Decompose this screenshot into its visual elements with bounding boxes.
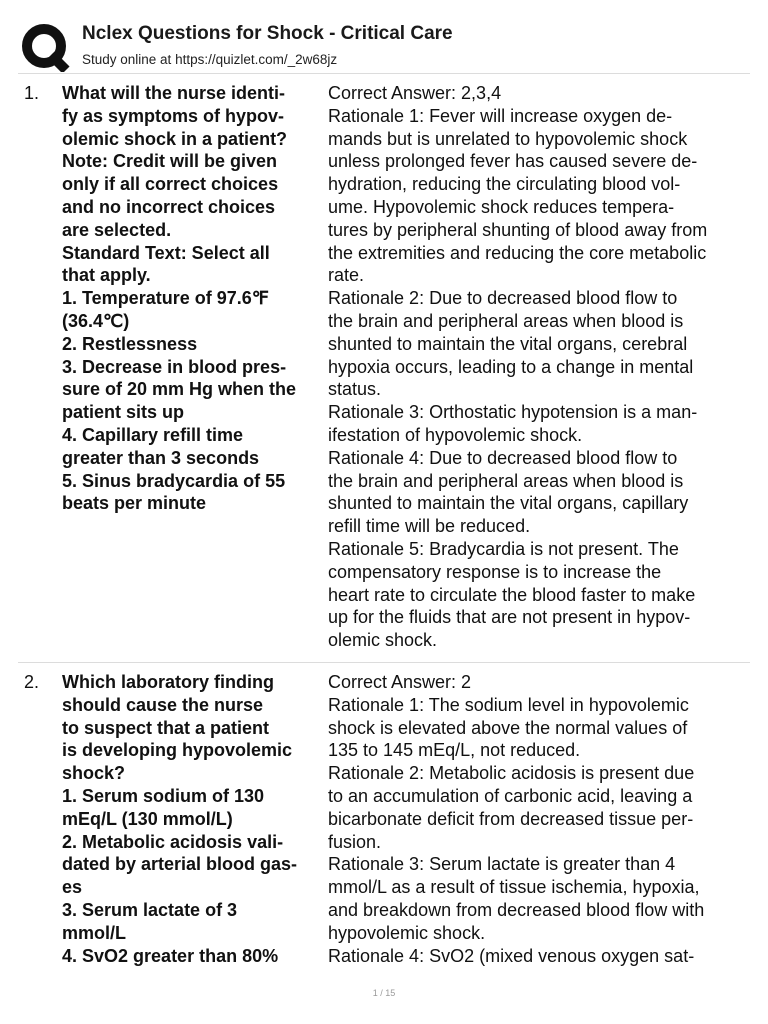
question-line: are selected. [62, 219, 172, 240]
question-line: fy as symptoms of hypov- [62, 105, 285, 126]
question-number: 1. [24, 83, 40, 103]
question-line: 1. Temperature of 97.6℉ [62, 288, 269, 309]
answer-line: mands but is unrelated to hypovolemic shock [328, 128, 688, 149]
answer-line: Rationale 2: Due to decreased blood flow to [328, 288, 678, 309]
answer-line: refill time will be reduced. [328, 516, 531, 537]
question-line: and no incorrect choices [62, 196, 276, 217]
question-line: should cause the nurse [62, 694, 264, 715]
answer-line: Correct Answer: 2 [328, 672, 472, 692]
question-line: 3. Decrease in blood pres- [62, 356, 287, 377]
answer-line: Rationale 2: Metabolic acidosis is present due [328, 763, 695, 784]
question-line: greater than 3 seconds [62, 447, 260, 468]
answer-line: Rationale 1: The sodium level in hypovolemic [328, 694, 689, 715]
document-header [20, 18, 750, 70]
answer-line: the brain and peripheral areas when blood is [328, 310, 684, 331]
answer-line: hypovolemic shock. [328, 922, 486, 943]
answer-line: bicarbonate deficit from decreased tissue per- [328, 808, 694, 829]
question-line: 4. Capillary refill time [62, 424, 244, 445]
question-line: to suspect that a patient [62, 717, 270, 738]
answer-line: compensatory response is to increase the [328, 561, 662, 582]
answer-line: shunted to maintain the vital organs, capillary [328, 493, 689, 514]
answer-rationale [328, 671, 746, 967]
answer-line: fusion. [328, 831, 382, 852]
answer-line: shunted to maintain the vital organs, cerebral [328, 333, 688, 354]
question-line: is developing hypovolemic [62, 740, 293, 761]
question-number: 2. [24, 672, 40, 692]
answer-line: hypoxia occurs, leading to a change in mental [328, 356, 694, 377]
question-line: Note: Credit will be given [62, 151, 278, 172]
answer-line: 135 to 145 mEq/L, not reduced. [328, 740, 581, 761]
answer-line: Rationale 4: SvO2 (mixed venous oxygen sat- [328, 945, 695, 966]
question-line: mmol/L [62, 922, 127, 943]
question-line: sure of 20 mm Hg when the [62, 379, 297, 400]
answer-line: to an accumulation of carbonic acid, leaving a [328, 785, 693, 806]
answer-line: status. [328, 379, 382, 400]
answer-line: Rationale 3: Serum lactate is greater than 4 [328, 854, 676, 875]
answer-line: the extremities and reducing the core metabolic [328, 242, 707, 263]
question-line: mEq/L (130 mmol/L) [62, 808, 233, 829]
answer-rationale [328, 82, 746, 652]
question-line: 5. Sinus bradycardia of 55 [62, 470, 286, 491]
answer-line: Rationale 3: Orthostatic hypotension is a man- [328, 402, 698, 423]
answer-line: mmol/L as a result of tissue ischemia, hypoxia, [328, 877, 700, 898]
question-line: 2. Metabolic acidosis vali- [62, 831, 284, 852]
question-line: 4. SvO2 greater than 80% [62, 945, 279, 966]
question-text [62, 671, 324, 967]
quizlet-logo-icon [20, 22, 70, 72]
question-line: dated by arterial blood gas- [62, 854, 298, 875]
header-divider [18, 73, 750, 74]
question-line: What will the nurse identi- [62, 83, 286, 103]
question-line: Which laboratory finding [62, 672, 274, 692]
answer-line: the brain and peripheral areas when blood is [328, 470, 684, 491]
answer-line: olemic shock. [328, 630, 438, 651]
answer-line: up for the fluids that are not present in hypov- [328, 607, 691, 628]
answer-line: rate. [328, 265, 365, 286]
question-line: 2. Restlessness [62, 333, 198, 354]
question-line: 1. Serum sodium of 130 [62, 785, 265, 806]
question-line: olemic shock in a patient? [62, 128, 288, 149]
answer-line: Rationale 4: Due to decreased blood flow to [328, 447, 678, 468]
answer-line: ume. Hypovolemic shock reduces tempera- [328, 196, 675, 217]
answer-line: Correct Answer: 2,3,4 [328, 83, 502, 103]
question-line: 3. Serum lactate of 3 [62, 899, 238, 920]
study-online-link[interactable]: Study online at https://quizlet.com/_2w68jz [82, 52, 338, 67]
answer-line: unless prolonged fever has caused severe de- [328, 151, 698, 172]
answer-line: hydration, reducing the circulating blood vol- [328, 174, 681, 195]
answer-line: Rationale 5: Bradycardia is not present. The [328, 538, 679, 559]
question-text [62, 82, 324, 515]
question-divider [18, 662, 750, 663]
question-line: that apply. [62, 265, 151, 286]
answer-line: tures by peripheral shunting of blood away from [328, 219, 708, 240]
page-title: Nclex Questions for Shock - Critical Care [82, 23, 453, 44]
answer-line: shock is elevated above the normal values of [328, 717, 688, 738]
question-line: patient sits up [62, 402, 185, 423]
page-indicator: 1 / 15 [372, 988, 396, 998]
question-line: shock? [62, 763, 126, 784]
answer-line: heart rate to circulate the blood faster to make [328, 584, 696, 605]
answer-line: Rationale 1: Fever will increase oxygen de- [328, 105, 673, 126]
answer-line: and breakdown from decreased blood flow with [328, 899, 705, 920]
question-line: es [62, 877, 83, 898]
answer-line: ifestation of hypovolemic shock. [328, 424, 583, 445]
question-line: beats per minute [62, 493, 207, 514]
question-line: (36.4℃) [62, 310, 130, 331]
question-line: Standard Text: Select all [62, 242, 270, 263]
question-line: only if all correct choices [62, 174, 279, 195]
